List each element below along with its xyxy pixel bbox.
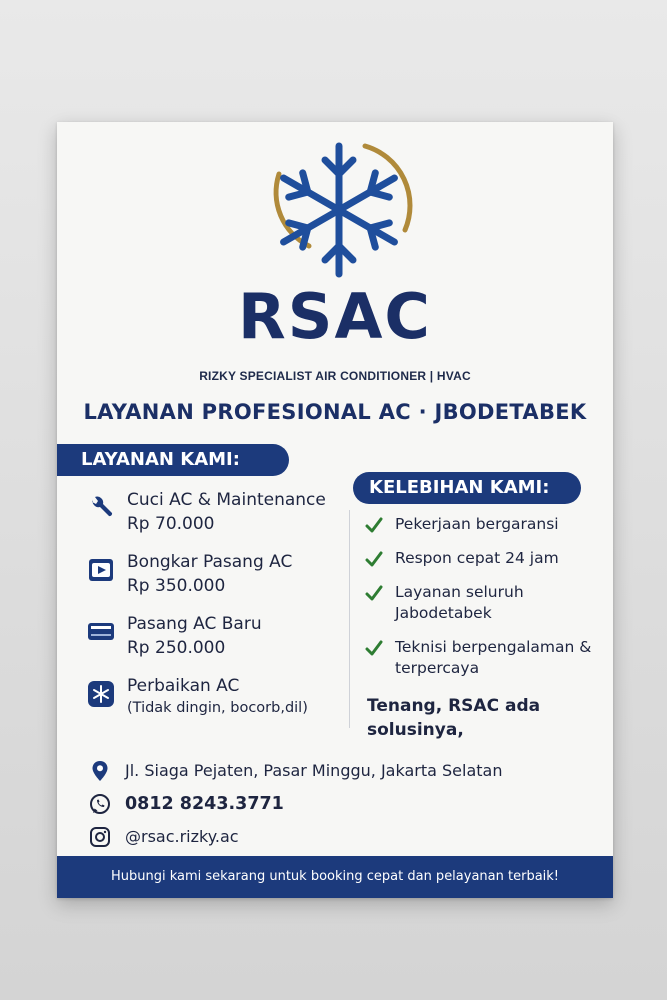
benefit-text: Layanan seluruh Jabodetabek [395, 583, 524, 622]
column-divider [349, 510, 350, 728]
benefit-item [365, 637, 605, 679]
service-item-perbaikan [81, 676, 351, 738]
service-price: Rp 350.000 [127, 576, 226, 596]
services-title: LAYANAN KAMI: [57, 444, 289, 476]
ac-unit-play-icon [87, 556, 115, 584]
flyer [57, 122, 613, 898]
service-note: (Tidak dingin, bocorb,dil) [127, 700, 308, 716]
whatsapp-icon [89, 793, 111, 815]
benefits-list [365, 514, 605, 692]
service-item-bongkar [81, 552, 351, 614]
services-list [81, 490, 351, 738]
footer-banner: Hubungi kami sekarang untuk booking cepat dan pelayanan terbaik! [57, 856, 613, 898]
headline: LAYANAN PROFESIONAL AC · JBODETABEK [83, 400, 587, 424]
tagline: Tenang, RSAC ada solusinya, [367, 696, 541, 740]
brand-subtitle: RIZKY SPECIALIST AIR CONDITIONER | HVAC [199, 369, 471, 383]
benefit-text: Pekerjaan bergaransi [395, 515, 559, 533]
snowflake-logo-icon [247, 134, 427, 284]
wrench-icon [87, 494, 115, 522]
service-name: Pasang AC Baru [127, 614, 262, 634]
instagram-icon [89, 826, 111, 848]
service-item-cuci [81, 490, 351, 552]
benefit-text: Respon cepat 24 jam [395, 549, 559, 567]
checkmark-icon [365, 639, 383, 657]
checkmark-icon [365, 584, 383, 602]
benefit-item [365, 548, 605, 569]
checkmark-icon [365, 550, 383, 568]
service-price: Rp 250.000 [127, 638, 226, 658]
address-text: Jl. Siaga Pejaten, Pasar Minggu, Jakarta Selatan [125, 761, 503, 780]
benefit-item [365, 514, 605, 535]
service-price: Rp 70.000 [127, 514, 215, 534]
brand-name: RSAC [238, 280, 432, 353]
phone-number[interactable]: 0812 8243.3771 [125, 794, 284, 814]
checkmark-icon [365, 516, 383, 534]
air-conditioner-icon [87, 618, 115, 646]
logo [247, 134, 427, 284]
service-name: Perbaikan AC [127, 676, 240, 696]
service-name: Cuci AC & Maintenance [127, 490, 326, 510]
service-name: Bongkar Pasang AC [127, 552, 293, 572]
benefit-text: Teknisi berpengalaman & terpercaya [395, 638, 592, 677]
location-pin-icon [89, 760, 111, 782]
instagram-handle[interactable]: @rsac.rizky.ac [125, 827, 239, 846]
benefit-item [365, 582, 605, 624]
snowflake-badge-icon [87, 680, 115, 708]
service-item-pasang [81, 614, 351, 676]
benefits-title: KELEBIHAN KAMI: [353, 472, 581, 504]
